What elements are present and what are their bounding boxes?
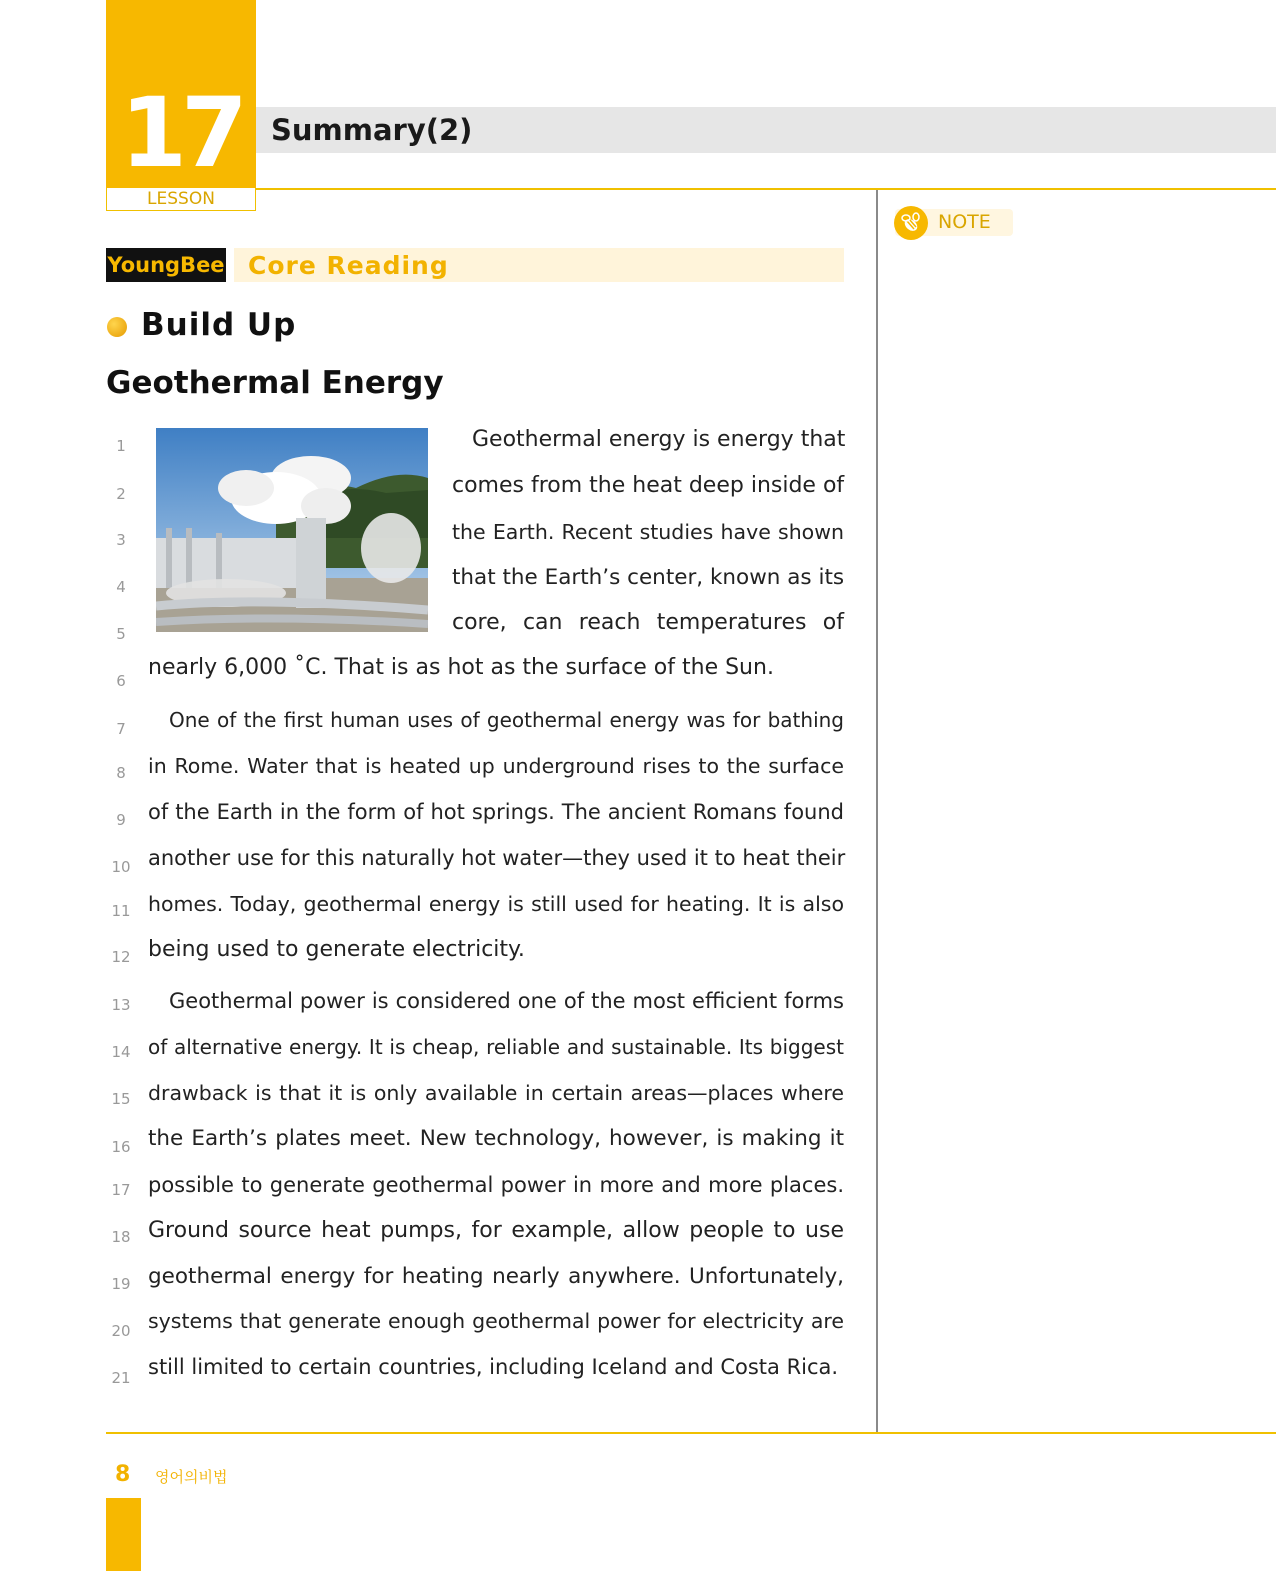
text-line: still limited to certain countries, including Iceland and Costa Rica. xyxy=(148,1355,839,1379)
article-title: Geothermal Energy xyxy=(106,365,444,401)
lesson-number: 17 xyxy=(120,77,242,189)
line-number: 9 xyxy=(116,811,126,829)
text-line: that the Earth’s center, known as its xyxy=(452,565,845,590)
text-line: Geothermal energy is energy that xyxy=(472,427,846,452)
footer-tab xyxy=(106,1498,141,1571)
line-number: 19 xyxy=(111,1275,131,1293)
text-line: of the Earth in the form of hot springs. The ancient Romans found xyxy=(148,800,844,824)
text-line: One of the first human uses of geothermal energy was for bathing xyxy=(169,708,844,732)
text-line: drawback is that it is only available in certain areas—places where xyxy=(148,1081,844,1105)
youngbee-badge: YoungBee xyxy=(106,248,226,282)
line-number: 17 xyxy=(111,1181,131,1199)
line-number: 7 xyxy=(116,720,126,738)
text-line: systems that generate enough geothermal power for electricity are xyxy=(148,1309,844,1333)
text-line: geothermal energy for heating nearly anywhere. Unfortunately, xyxy=(148,1264,844,1289)
text-line: core, can reach temperatures of xyxy=(452,610,844,635)
subheading: Build Up xyxy=(141,307,297,343)
line-number: 5 xyxy=(116,625,126,643)
header-divider xyxy=(256,188,1276,190)
text-line: being used to generate electricity. xyxy=(148,937,525,962)
line-number: 13 xyxy=(111,996,131,1014)
text-line: possible to generate geothermal power in more and more places. xyxy=(148,1173,844,1197)
bullet-dot-icon xyxy=(107,317,127,337)
note-label: NOTE xyxy=(938,211,991,233)
text-line: Geothermal power is considered one of the most efficient forms xyxy=(169,989,844,1013)
line-number: 3 xyxy=(116,531,126,549)
line-number: 16 xyxy=(111,1138,131,1156)
text-line: the Earth. Recent studies have shown xyxy=(452,520,844,544)
line-number: 20 xyxy=(111,1322,131,1340)
page-title: Summary(2) xyxy=(271,113,473,147)
line-number: 10 xyxy=(111,858,131,876)
book-title: 영어의비법 xyxy=(155,1468,228,1486)
line-number: 14 xyxy=(111,1043,131,1061)
line-number: 15 xyxy=(111,1090,131,1108)
text-line: comes from the heat deep inside of xyxy=(452,473,845,498)
line-number: 6 xyxy=(116,672,126,690)
line-number: 2 xyxy=(116,485,126,503)
text-line: nearly 6,000 ˚C. That is as hot as the surface of the Sun. xyxy=(148,655,774,680)
lesson-label: LESSON xyxy=(106,188,256,211)
line-number: 12 xyxy=(111,948,131,966)
bee-icon xyxy=(894,206,928,240)
line-number: 11 xyxy=(111,902,131,920)
text-line: Ground source heat pumps, for example, allow people to use xyxy=(148,1218,844,1243)
column-divider xyxy=(876,190,878,1432)
section-title: Core Reading xyxy=(248,251,449,280)
text-line: in Rome. Water that is heated up underground rises to the surface xyxy=(148,754,844,778)
text-line: another use for this naturally hot water—they used it to heat their xyxy=(148,846,846,870)
line-number: 8 xyxy=(116,764,126,782)
line-number: 1 xyxy=(116,437,126,455)
line-number: 4 xyxy=(116,578,126,596)
footer-divider xyxy=(106,1432,1276,1434)
line-number: 21 xyxy=(111,1369,131,1387)
text-line: of alternative energy. It is cheap, reliable and sustainable. Its biggest xyxy=(148,1035,844,1059)
geothermal-plant-photo xyxy=(156,428,428,632)
text-line: the Earth’s plates meet. New technology, however, is making it xyxy=(148,1126,844,1151)
text-line: homes. Today, geothermal energy is still used for heating. It is also xyxy=(148,892,844,916)
line-number: 18 xyxy=(111,1228,131,1246)
page-number: 8 xyxy=(115,1462,131,1487)
